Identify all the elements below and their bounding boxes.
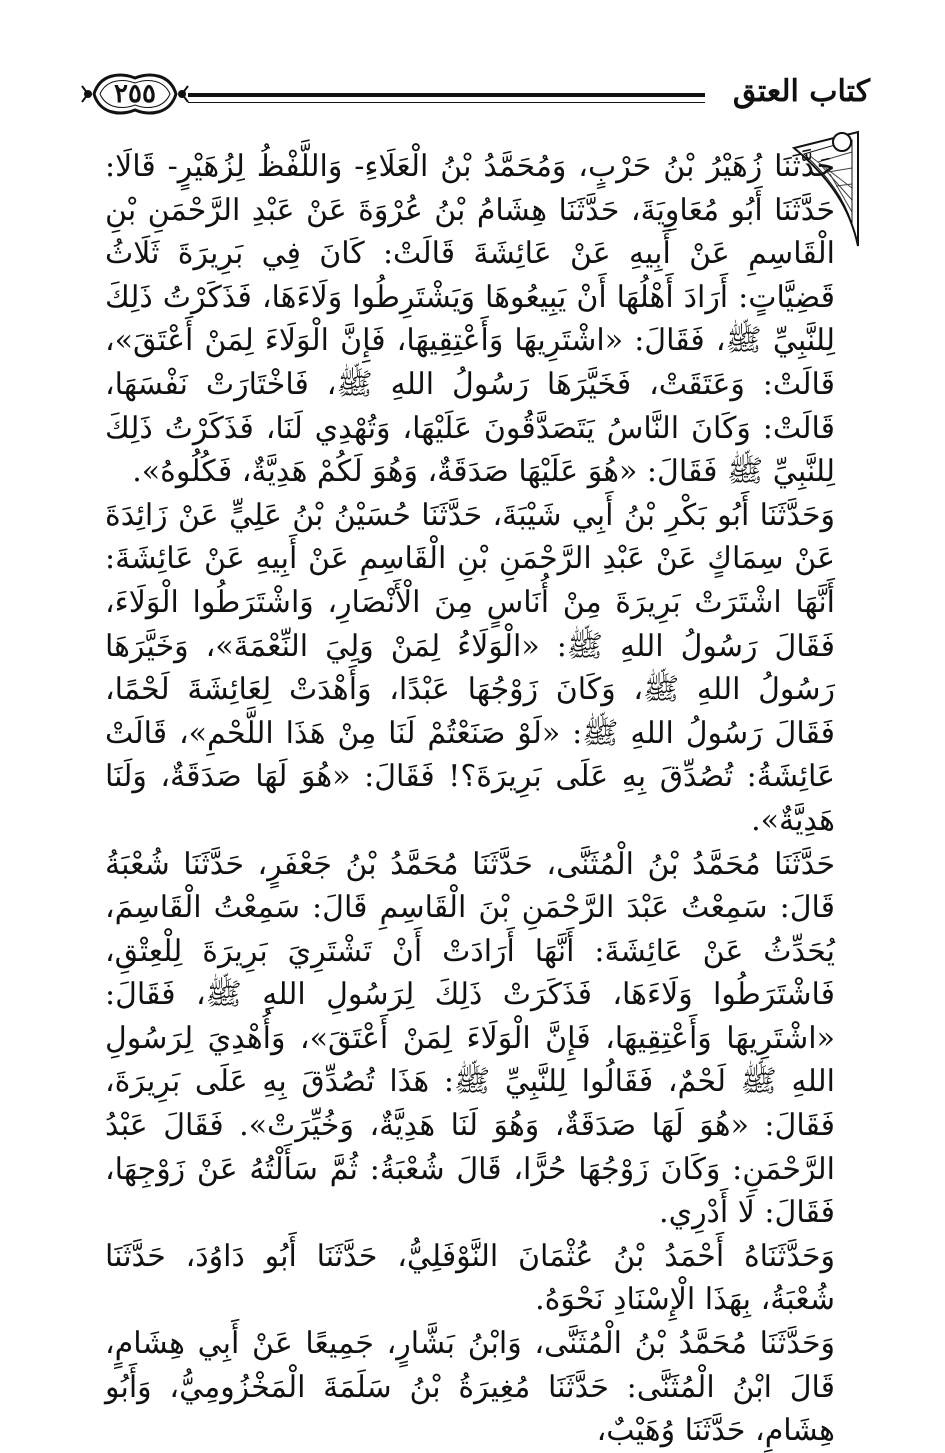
hadith-paragraph: وَحَدَّثَنَا مُحَمَّدُ بْنُ الْمُثَنَّى، وَابْنُ بَشَّارٍ، جَمِيعًا عَنْ أَبِي هِشَامٍ، قَالَ ابْنُ الْمُثَنَّى: حَدَّثَنَا مُغِيرَةُ بْنُ سَلَمَةَ الْمَخْزُومِيُّ، وَأَبُو هِشَامٍ، حَدَّثَنَا وُهَيْبٌ، [105,1326,835,1449]
hadith-paragraph: حَدَّثَنَا مُحَمَّدُ بْنُ الْمُثَنَّى، حَدَّثَنَا مُحَمَّدُ بْنُ جَعْفَرٍ، حَدَّثَنَا شُعْبَةُ قَالَ: سَمِعْتُ عَبْدَ الرَّحْمَنِ بْنَ الْقَاسِمِ قَالَ: سَمِعْتُ الْقَاسِمَ، يُحَدِّثُ عَنْ عَائِشَةَ: أَنَّهَا أَرَادَتْ أَنْ تَشْتَرِيَ بَرِيرَةَ لِلْعِتْقِ، فَاشْتَرَطُوا وَلَاءَهَا، فَذَكَرَتْ ذَلِكَ لِرَسُولِ اللهِ ﷺ، فَقَالَ: «اشْتَرِيهَا وَأَعْتِقِيهَا، فَإِنَّ الْوَلَاءَ لِمَنْ أَعْتَقَ»، وَأُهْدِيَ لِرَسُولِ اللهِ ﷺ لَحْمٌ، فَقَالُوا لِلنَّبِيِّ ﷺ: هَذَا تُصُدِّقَ بِهِ عَلَى بَرِيرَةَ، فَقَالَ: «هُوَ لَهَا صَدَقَةٌ، وَهُوَ لَنَا هَدِيَّةٌ، وَخُيِّرَتْ». فَقَالَ عَبْدُ الرَّحْمَنِ: وَكَانَ زَوْجُهَا حُرًّا، قَالَ شُعْبَةُ: ثُمَّ سَأَلْتُهُ عَنْ زَوْجِهَا، فَقَالَ: لَا أَدْرِي. [105,846,835,1231]
text-body [105,145,835,1453]
hadith-paragraph: وَحَدَّثَنَاهُ أَحْمَدُ بْنُ عُثْمَانَ النَّوْفَلِيُّ، حَدَّثَنَا أَبُو دَاوُدَ، حَدَّثَنَا شُعْبَةُ، بِهَذَا الْإِسْنَادِ نَحْوَهُ. [105,1238,835,1318]
header-rule-thick [188,93,705,97]
page-number: ٢٥٥ [114,79,156,109]
page-header [80,64,870,124]
hadith-paragraph: وَحَدَّثَنَا أَبُو بَكْرِ بْنُ أَبِي شَيْبَةَ، حَدَّثَنَا حُسَيْنُ بْنُ عَلِيٍّ عَنْ زَائِدَةَ عَنْ سِمَاكٍ عَنْ عَبْدِ الرَّحْمَنِ بْنِ الْقَاسِمِ عَنْ أَبِيهِ عَنْ عَائِشَةَ: أَنَّهَا اشْتَرَتْ بَرِيرَةَ مِنْ أُنَاسٍ مِنَ الْأَنْصَارِ، وَاشْتَرَطُوا الْوَلَاءَ، فَقَالَ رَسُولُ اللهِ ﷺ: «الْوَلَاءُ لِمَنْ وَلِيَ النِّعْمَةَ»، وَخَيَّرَهَا رَسُولُ اللهِ ﷺ، وَكَانَ زَوْجُهَا عَبْدًا، وَأَهْدَتْ لِعَائِشَةَ لَحْمًا، فَقَالَ رَسُولُ اللهِ ﷺ: «لَوْ صَنَعْتُمْ لَنَا مِنْ هَذَا اللَّحْمِ»، قَالَتْ عَائِشَةُ: تُصُدِّقَ بِهِ عَلَى بَرِيرَةَ؟! فَقَالَ: «هُوَ لَهَا صَدَقَةٌ، وَلَنَا هَدِيَّةٌ». [105,497,835,838]
header-rule-thin [188,102,705,103]
book-title: كتاب العتق [732,74,870,109]
hadith-paragraph: حَدَّثَنَا زُهَيْرُ بْنُ حَرْبٍ، وَمُحَمَّدُ بْنُ الْعَلَاءِ- وَاللَّفْظُ لِزُهَيْرٍ- قَالَا: حَدَّثَنَا أَبُو مُعَاوِيَةَ، حَدَّثَنَا هِشَامُ بْنُ عُرْوَةَ عَنْ عَبْدِ الرَّحْمَنِ بْنِ الْقَاسِمِ عَنْ أَبِيهِ عَنْ عَائِشَةَ قَالَتْ: كَانَ فِي بَرِيرَةَ ثَلَاثُ قَضِيَّاتٍ: أَرَادَ أَهْلُهَا أَنْ يَبِيعُوهَا وَيَشْتَرِطُوا وَلَاءَهَا، فَذَكَرْتُ ذَلِكَ لِلنَّبِيِّ ﷺ، فَقَالَ: «اشْتَرِيهَا وَأَعْتِقِيهَا، فَإِنَّ الْوَلَاءَ لِمَنْ أَعْتَقَ»، قَالَتْ: وَعَتَقَتْ، فَخَيَّرَهَا رَسُولُ اللهِ ﷺ، فَاخْتَارَتْ نَفْسَهَا، قَالَتْ: وَكَانَ النَّاسُ يَتَصَدَّقُونَ عَلَيْهَا، وَتُهْدِي لَنَا، فَذَكَرْتُ ذَلِكَ لِلنَّبِيِّ ﷺ فَقَالَ: «هُوَ عَلَيْهَا صَدَقَةٌ، وَهُوَ لَكُمْ هَدِيَّةٌ، فَكُلُوهُ». [105,149,835,490]
